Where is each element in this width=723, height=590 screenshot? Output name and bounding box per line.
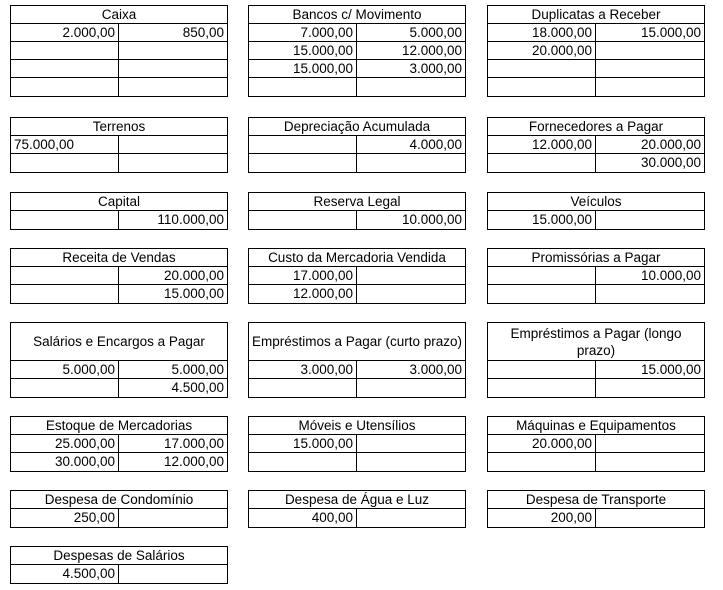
debit-cell bbox=[11, 211, 119, 229]
credit-cell bbox=[357, 453, 465, 471]
ledger-row bbox=[488, 136, 704, 154]
t-account-emprestimos-a-pagar-curto-prazo bbox=[248, 322, 466, 398]
t-account-reserva-legal bbox=[248, 192, 466, 230]
account-title: Duplicatas a Receber bbox=[488, 6, 704, 24]
account-title: Bancos c/ Movimento bbox=[249, 6, 465, 24]
credit-cell: 4.500,00 bbox=[171, 380, 224, 395]
credit-cell bbox=[596, 60, 704, 77]
ledger-row bbox=[11, 285, 227, 303]
account-title: Empréstimos a Pagar (curto prazo) bbox=[249, 323, 465, 361]
debit-cell: 2.000,00 bbox=[11, 24, 119, 41]
t-account-despesa-de-agua-e-luz bbox=[248, 490, 466, 528]
credit-cell: 20.000,00 bbox=[640, 137, 701, 152]
account-title: Receita de Vendas bbox=[11, 249, 227, 267]
t-account-bancos-c-movimento bbox=[248, 5, 466, 97]
account-title: Máquinas e Equipamentos bbox=[488, 417, 704, 435]
credit-cell: 12.000,00 bbox=[401, 43, 462, 58]
credit-cell bbox=[119, 509, 227, 527]
account-title: Terrenos bbox=[11, 118, 227, 136]
ledger-row bbox=[11, 565, 227, 583]
debit-cell: 15.000,00 bbox=[249, 60, 357, 77]
debit-cell bbox=[11, 42, 119, 59]
debit-cell bbox=[249, 453, 357, 471]
credit-cell bbox=[119, 565, 227, 583]
ledger-row bbox=[249, 154, 465, 172]
ledger-row bbox=[11, 435, 227, 453]
debit-cell: 12.000,00 bbox=[249, 285, 357, 303]
credit-cell bbox=[119, 78, 227, 96]
account-title: Veículos bbox=[488, 193, 704, 211]
t-account-estoque-de-mercadorias bbox=[10, 416, 228, 472]
ledger-row bbox=[249, 453, 465, 471]
t-account-veiculos bbox=[487, 192, 705, 230]
debit-cell: 75.000,00 bbox=[11, 136, 119, 153]
credit-cell: 3.000,00 bbox=[409, 61, 462, 76]
debit-cell bbox=[11, 78, 119, 96]
ledger-row bbox=[11, 509, 227, 527]
ledger-row bbox=[249, 42, 465, 60]
debit-cell bbox=[488, 60, 596, 77]
debit-cell bbox=[11, 267, 119, 284]
t-account-fornecedores-a-pagar bbox=[487, 117, 705, 173]
account-title: Despesas de Salários bbox=[11, 547, 227, 565]
account-title: Fornecedores a Pagar bbox=[488, 118, 704, 136]
t-account-maquinas-e-equipamentos bbox=[487, 416, 705, 472]
credit-cell: 15.000,00 bbox=[163, 286, 224, 301]
account-title: Caixa bbox=[11, 6, 227, 24]
credit-cell bbox=[596, 211, 704, 229]
credit-cell bbox=[119, 60, 227, 77]
debit-cell bbox=[11, 154, 119, 172]
credit-cell: 12.000,00 bbox=[163, 454, 224, 469]
credit-cell: 20.000,00 bbox=[163, 268, 224, 283]
ledger-row bbox=[488, 154, 704, 172]
account-title: Despesa de Transporte bbox=[488, 491, 704, 509]
account-title: Reserva Legal bbox=[249, 193, 465, 211]
t-account-duplicatas-a-receber bbox=[487, 5, 705, 97]
debit-cell: 12.000,00 bbox=[488, 136, 596, 153]
ledger-row bbox=[488, 453, 704, 471]
ledger-row bbox=[249, 509, 465, 527]
ledger-row bbox=[11, 267, 227, 285]
ledger-row bbox=[249, 136, 465, 154]
credit-cell bbox=[596, 78, 704, 96]
credit-cell: 15.000,00 bbox=[640, 25, 701, 40]
debit-cell bbox=[11, 285, 119, 303]
t-account-despesa-de-transporte bbox=[487, 490, 705, 528]
t-account-receita-de-vendas bbox=[10, 248, 228, 304]
credit-cell: 4.000,00 bbox=[409, 137, 462, 152]
ledger-row bbox=[11, 453, 227, 471]
debit-cell: 4.500,00 bbox=[11, 565, 119, 583]
credit-cell bbox=[357, 285, 465, 303]
ledger-row bbox=[11, 78, 227, 96]
account-title: Despesa de Água e Luz bbox=[249, 491, 465, 509]
ledger-row bbox=[249, 435, 465, 453]
credit-cell bbox=[119, 42, 227, 59]
credit-cell bbox=[596, 42, 704, 59]
debit-cell bbox=[488, 379, 596, 397]
debit-cell: 30.000,00 bbox=[11, 453, 119, 471]
t-account-custo-da-mercadoria-vendida bbox=[248, 248, 466, 304]
ledger-row bbox=[249, 78, 465, 96]
debit-cell bbox=[488, 453, 596, 471]
debit-cell: 20.000,00 bbox=[488, 42, 596, 59]
ledger-row bbox=[488, 267, 704, 285]
credit-cell bbox=[119, 154, 227, 172]
t-account-despesas-de-salarios bbox=[10, 546, 228, 584]
credit-cell bbox=[596, 509, 704, 527]
debit-cell: 17.000,00 bbox=[249, 267, 357, 284]
credit-cell bbox=[119, 136, 227, 153]
ledger-row bbox=[11, 361, 227, 379]
debit-cell: 250,00 bbox=[11, 509, 119, 527]
account-title: Empréstimos a Pagar (longo prazo) bbox=[488, 323, 704, 361]
debit-cell: 3.000,00 bbox=[249, 361, 357, 378]
account-title: Capital bbox=[11, 193, 227, 211]
debit-cell bbox=[488, 154, 596, 172]
credit-cell: 110.000,00 bbox=[157, 212, 224, 227]
debit-cell: 7.000,00 bbox=[249, 24, 357, 41]
ledger-row bbox=[11, 60, 227, 78]
debit-cell: 400,00 bbox=[249, 509, 357, 527]
ledger-row bbox=[249, 24, 465, 42]
t-account-promissorias-a-pagar bbox=[487, 248, 705, 304]
credit-cell: 10.000,00 bbox=[640, 268, 701, 283]
debit-cell: 15.000,00 bbox=[249, 42, 357, 59]
t-account-emprestimos-a-pagar-longo-prazo bbox=[487, 322, 705, 398]
debit-cell bbox=[11, 60, 119, 77]
ledger-row bbox=[249, 60, 465, 78]
credit-cell: 10.000,00 bbox=[401, 212, 462, 227]
debit-cell bbox=[249, 211, 357, 229]
credit-cell bbox=[357, 509, 465, 527]
ledger-row bbox=[11, 42, 227, 60]
ledger-row bbox=[11, 379, 227, 397]
debit-cell bbox=[488, 267, 596, 284]
ledger-row bbox=[488, 78, 704, 96]
credit-cell: 5.000,00 bbox=[171, 362, 224, 377]
t-account-caixa bbox=[10, 5, 228, 97]
credit-cell: 3.000,00 bbox=[409, 362, 462, 377]
debit-cell bbox=[488, 361, 596, 378]
account-title: Estoque de Mercadorias bbox=[11, 417, 227, 435]
t-account-despesa-de-condominio bbox=[10, 490, 228, 528]
ledger-row bbox=[488, 42, 704, 60]
ledger-row bbox=[249, 211, 465, 229]
t-account-depreciacao-acumulada bbox=[248, 117, 466, 173]
ledger-row bbox=[249, 361, 465, 379]
ledger-row bbox=[488, 435, 704, 453]
credit-cell bbox=[596, 453, 704, 471]
account-title: Depreciação Acumulada bbox=[249, 118, 465, 136]
debit-cell: 5.000,00 bbox=[11, 361, 119, 378]
ledger-row bbox=[488, 361, 704, 379]
ledger-row bbox=[488, 285, 704, 303]
t-account-moveis-e-utensilios bbox=[248, 416, 466, 472]
credit-cell bbox=[596, 435, 704, 452]
credit-cell: 17.000,00 bbox=[163, 436, 224, 451]
t-account-salarios-e-encargos-a-pagar bbox=[10, 322, 228, 398]
credit-cell: 5.000,00 bbox=[409, 25, 462, 40]
debit-cell bbox=[11, 379, 119, 397]
credit-cell bbox=[357, 379, 465, 397]
ledger-row bbox=[11, 136, 227, 154]
account-title: Promissórias a Pagar bbox=[488, 249, 704, 267]
debit-cell: 18.000,00 bbox=[488, 24, 596, 41]
debit-cell bbox=[249, 136, 357, 153]
credit-cell bbox=[596, 285, 704, 303]
ledger-row bbox=[488, 379, 704, 397]
t-account-capital bbox=[10, 192, 228, 230]
ledger-row bbox=[488, 509, 704, 527]
credit-cell: 30.000,00 bbox=[640, 155, 701, 170]
debit-cell: 20.000,00 bbox=[488, 435, 596, 452]
credit-cell bbox=[357, 154, 465, 172]
ledger-row bbox=[11, 154, 227, 172]
ledger-row bbox=[488, 211, 704, 229]
debit-cell: 25.000,00 bbox=[11, 435, 119, 452]
ledger-row bbox=[11, 24, 227, 42]
account-title: Móveis e Utensílios bbox=[249, 417, 465, 435]
credit-cell bbox=[357, 78, 465, 96]
debit-cell bbox=[249, 78, 357, 96]
ledger-row bbox=[249, 285, 465, 303]
debit-cell: 15.000,00 bbox=[249, 435, 357, 452]
ledger-row bbox=[488, 60, 704, 78]
credit-cell: 850,00 bbox=[182, 25, 224, 40]
credit-cell bbox=[357, 435, 465, 452]
ledger-row bbox=[249, 267, 465, 285]
debit-cell bbox=[249, 379, 357, 397]
debit-cell: 200,00 bbox=[488, 509, 596, 527]
t-account-terrenos bbox=[10, 117, 228, 173]
debit-cell bbox=[488, 78, 596, 96]
ledger-row bbox=[249, 379, 465, 397]
credit-cell bbox=[357, 267, 465, 284]
debit-cell bbox=[249, 154, 357, 172]
debit-cell bbox=[488, 285, 596, 303]
account-title: Despesa de Condomínio bbox=[11, 491, 227, 509]
ledger-row bbox=[488, 24, 704, 42]
debit-cell: 15.000,00 bbox=[488, 211, 596, 229]
credit-cell bbox=[596, 379, 704, 397]
ledger-row bbox=[11, 211, 227, 229]
credit-cell: 15.000,00 bbox=[640, 362, 701, 377]
account-title: Custo da Mercadoria Vendida bbox=[249, 249, 465, 267]
account-title: Salários e Encargos a Pagar bbox=[11, 323, 227, 361]
